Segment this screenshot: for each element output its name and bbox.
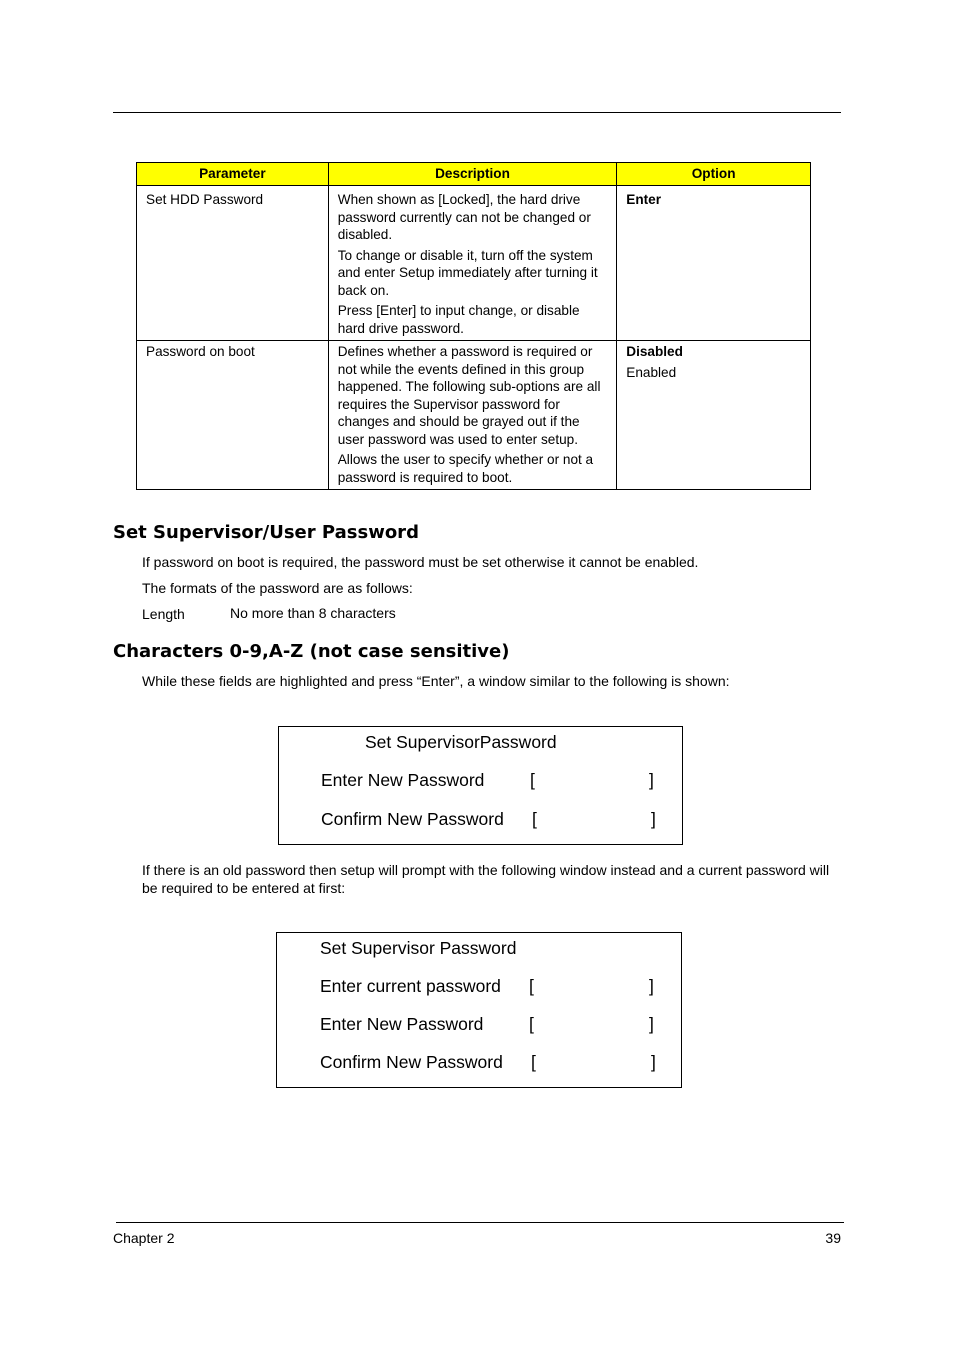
section-heading-characters: Characters 0-9,A-Z (not case sensitive)	[113, 641, 510, 662]
confirm-new-password-label: Confirm New Password	[320, 1052, 503, 1072]
close-bracket: ]	[651, 1052, 656, 1072]
enter-new-password-label: Enter New Password	[321, 770, 485, 790]
paragraph: If there is an old password then setup will prompt with the following window instead and a current password will be required to be entered at first:	[142, 862, 830, 896]
open-bracket: [	[531, 1052, 536, 1072]
description-text: Defines whether a password is required or not while the events defined in this group happened. The following sub-options are all requires the Supervisor password for changes and should be grayed out if the user password was used to enter setup.	[337, 344, 601, 447]
description-text: Press [Enter] to input change, or disable hard drive password.	[337, 303, 580, 336]
option-default: Disabled	[626, 344, 683, 359]
footer-rule	[116, 1222, 844, 1223]
dialog-title: Set SupervisorPassword	[365, 732, 557, 752]
confirm-new-password-label: Confirm New Password	[321, 809, 504, 829]
close-bracket: ]	[651, 809, 656, 829]
length-label: Length	[142, 606, 185, 622]
row-parameter: Password on boot	[137, 341, 329, 490]
description-text: Allows the user to specify whether or not a password is required to boot.	[337, 452, 594, 485]
table-row	[137, 189, 811, 341]
open-bracket: [	[529, 1014, 534, 1034]
table-header-row	[137, 163, 811, 186]
dialog-title: Set Supervisor Password	[320, 938, 517, 958]
option-alternative: Enabled	[626, 364, 677, 380]
option-default: Enter	[626, 192, 662, 207]
open-bracket: [	[530, 770, 535, 790]
header-description: Description	[328, 163, 617, 186]
table-row	[137, 341, 811, 490]
close-bracket: ]	[649, 1014, 654, 1034]
paragraph: If password on boot is required, the password must be set otherwise it cannot be enabled.	[142, 554, 699, 570]
row-options	[617, 189, 811, 341]
open-bracket: [	[532, 809, 537, 829]
parameter-table	[136, 162, 811, 490]
paragraph: The formats of the password are as follows:	[142, 580, 413, 596]
header-option: Option	[617, 163, 811, 186]
page-number: 39	[825, 1230, 841, 1246]
set-password-dialog	[278, 726, 683, 845]
header-parameter: Parameter	[137, 163, 329, 186]
description-text: To change or disable it, turn off the system and enter Setup immediately after turning it back on.	[337, 247, 598, 298]
close-bracket: ]	[649, 976, 654, 996]
row-parameter: Set HDD Password	[137, 189, 329, 341]
row-description	[328, 341, 617, 490]
open-bracket: [	[529, 976, 534, 996]
header-rule	[113, 112, 841, 113]
row-options	[617, 341, 811, 490]
enter-current-password-label: Enter current password	[320, 976, 501, 996]
paragraph: While these fields are highlighted and press “Enter”, a window similar to the following is shown:	[142, 673, 730, 689]
footer-chapter: Chapter 2	[113, 1230, 175, 1246]
row-description	[328, 189, 617, 341]
length-value: No more than 8 characters	[230, 605, 396, 621]
section-heading-password: Set Supervisor/User Password	[113, 522, 419, 543]
enter-new-password-label: Enter New Password	[320, 1014, 484, 1034]
description-text: When shown as [Locked], the hard drive password currently can not be changed or disabled.	[337, 192, 591, 242]
close-bracket: ]	[649, 770, 654, 790]
set-password-dialog-current	[276, 932, 682, 1088]
